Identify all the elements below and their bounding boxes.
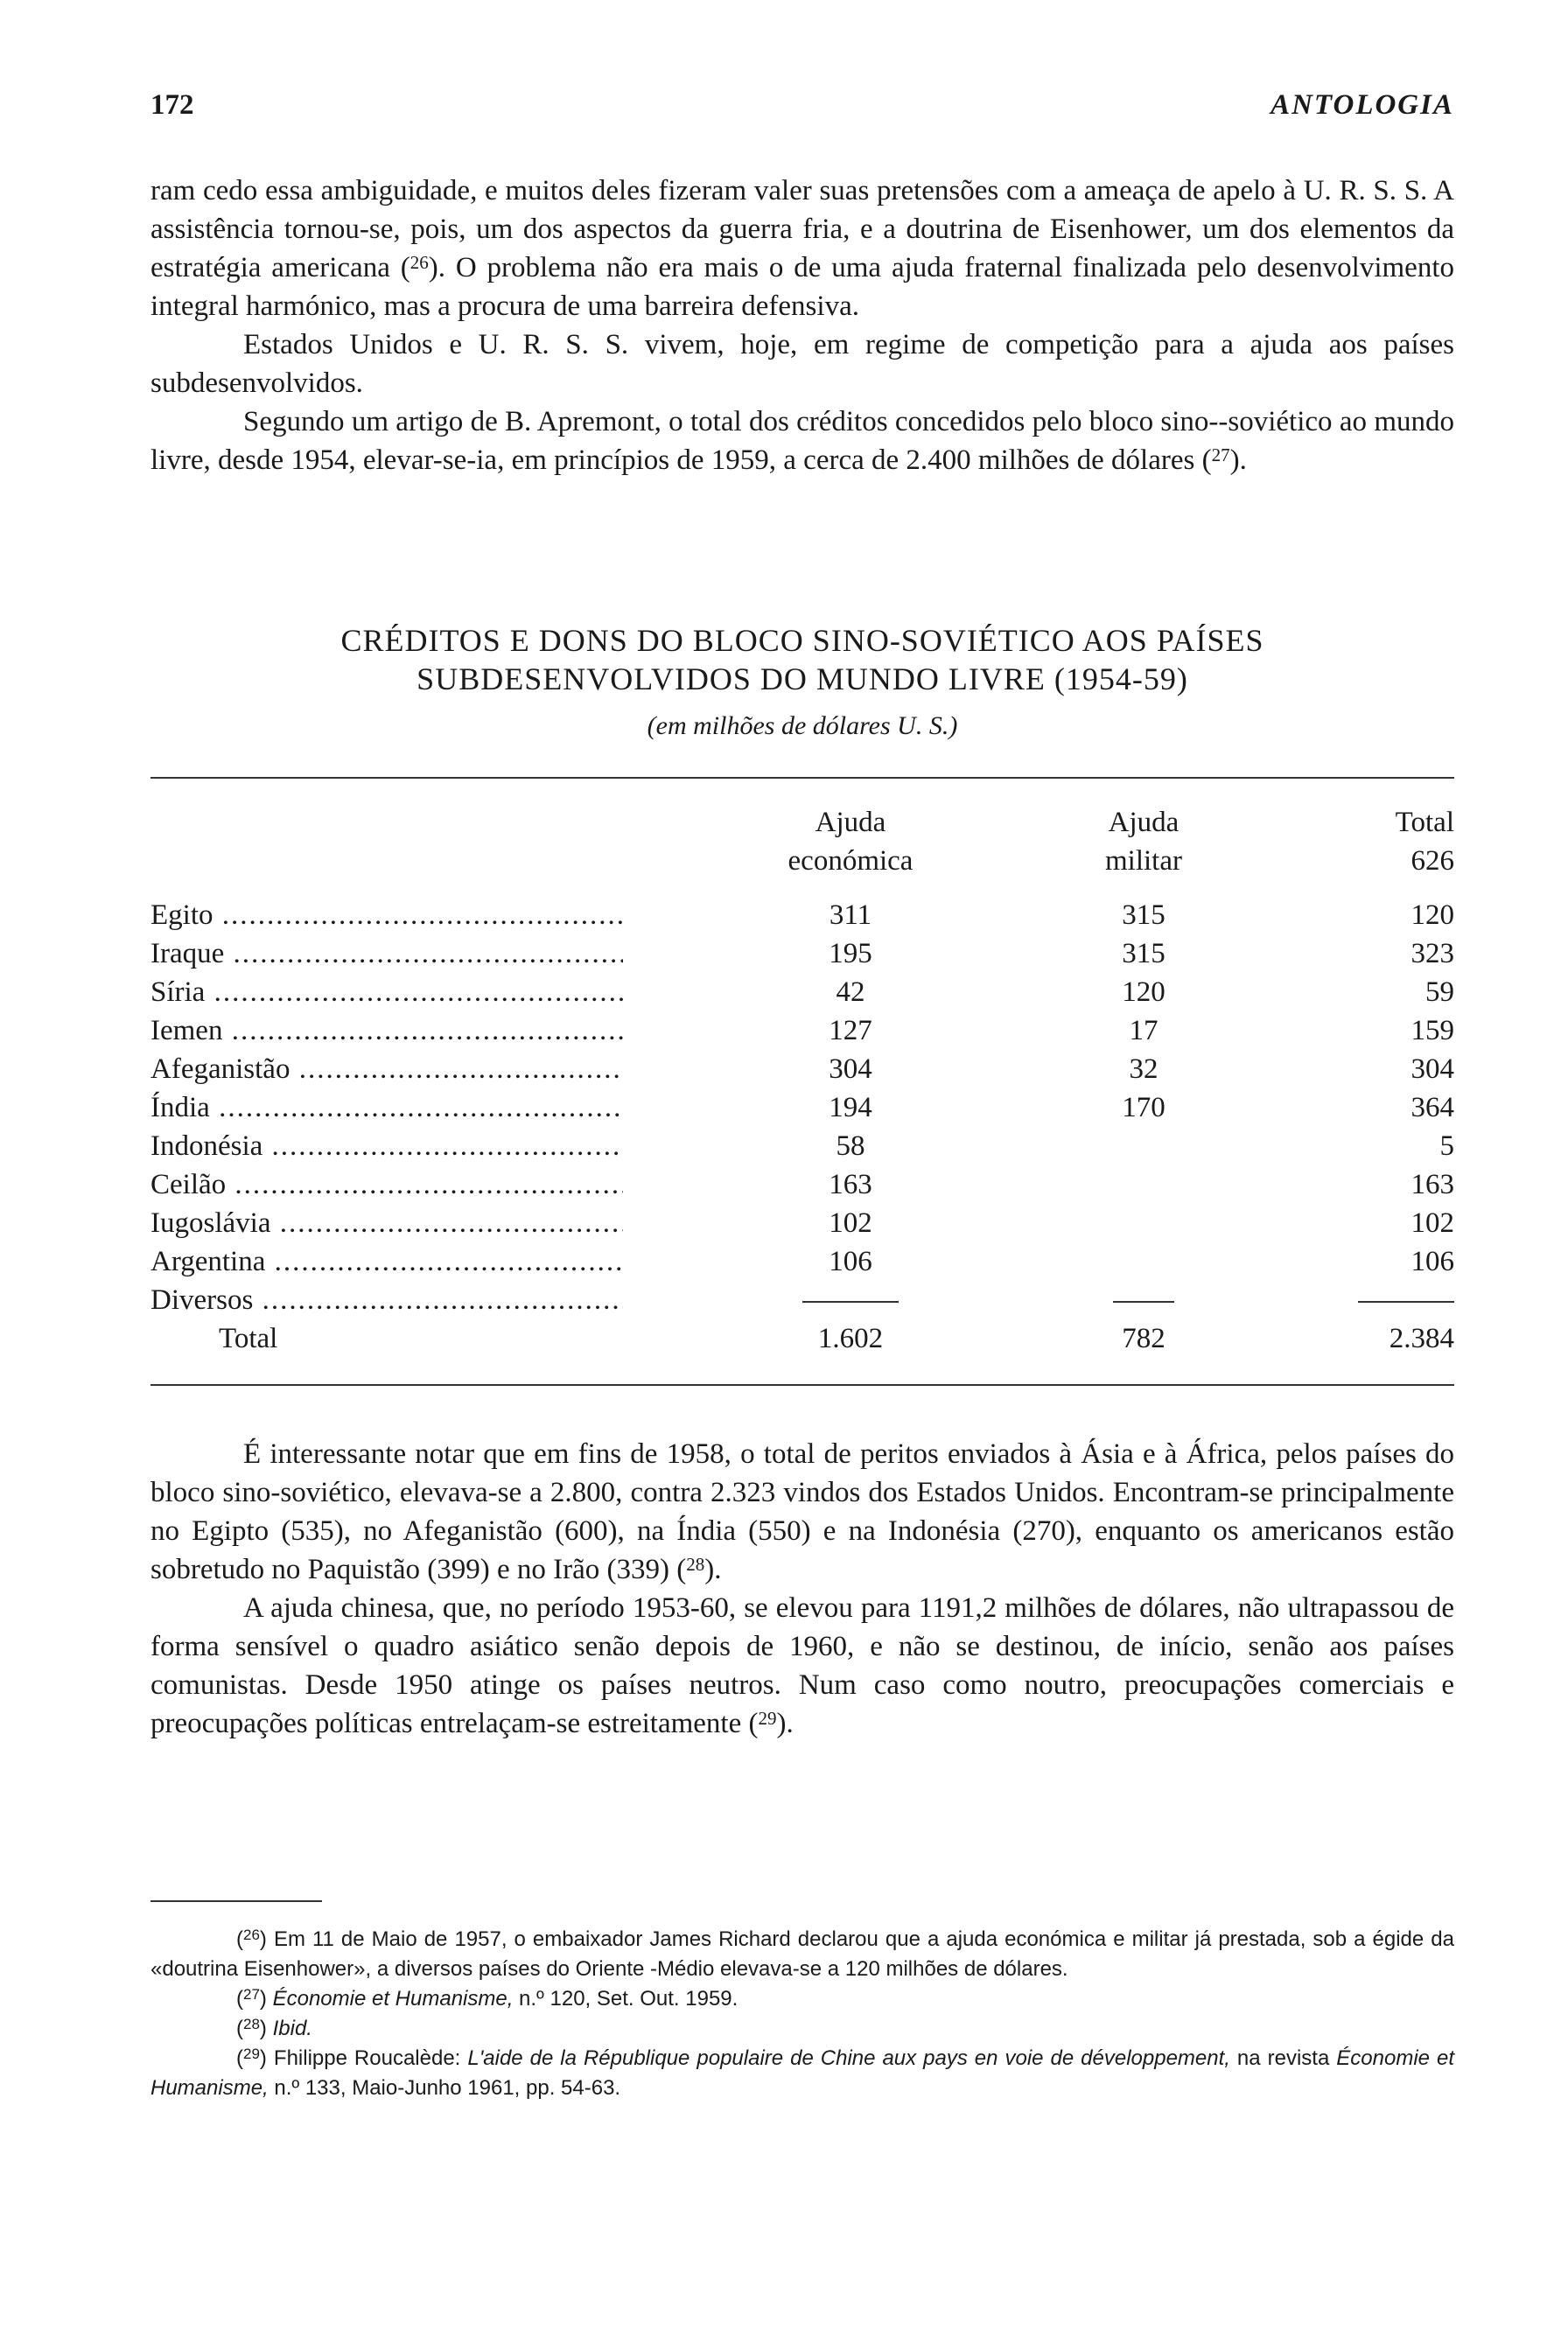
column-header-military: [1069, 803, 1218, 880]
footnote-number: 26: [243, 1927, 260, 1943]
table-row: [150, 1050, 1454, 1088]
paragraph: [150, 402, 1454, 479]
cell-economic: 106: [829, 1246, 872, 1277]
cell-total: 5: [1439, 1130, 1454, 1162]
cell-grand-total: 2.384: [1389, 1323, 1454, 1354]
footnote-ref: 29: [758, 1708, 777, 1729]
column-header-total: [1340, 803, 1454, 880]
table-bottom-rule: [150, 1384, 1454, 1386]
paragraph-text: É interessante notar que em fins de 1958, o total de peritos enviados à Ásia e à África, pelos países do bloco sino-soviético, elevava-se a 2.800, contra 2.323 vindos dos Estados Unidos. Encontram-se principalmente no Egipto (535), no Afeganistão (600), na Índia (550) e na Indonésia (270), enquanto os americanos estão sobretudo no Paquistão (399) e no Irão (339) (: [150, 1438, 1454, 1585]
footnote-text: Fhilippe Roucalède:: [273, 2046, 468, 2070]
paragraph: [150, 1589, 1454, 1743]
row-label: Argentina .....: [150, 1242, 623, 1281]
cell-military: 315: [1122, 938, 1166, 969]
table-row: [150, 1088, 1454, 1127]
table-title-line: CRÉDITOS E DONS DO BLOCO SINO-SOVIÉTICO AOS PAÍSES: [340, 623, 1264, 658]
cell-military-total: 782: [1122, 1323, 1166, 1354]
footnote-number: 28: [243, 2016, 260, 2032]
table-row: [150, 1281, 1454, 1319]
column-header-line: económica: [788, 845, 914, 877]
footnote-ref: 28: [686, 1554, 705, 1575]
table-row: [150, 934, 1454, 973]
footnote: ($^{26}$) Em 11 de Maio de 1957, o embaixador James Richard declarou que a ajuda económica e militar já prestada, sob a égide da «doutrina Eisenhower», a diversos países do Oriente -Médio elevava-se a 120 milhões de dólares.: [150, 1927, 1454, 1981]
table-title: [150, 621, 1454, 698]
footnote-text: Em 11 de Maio de 1957, o embaixador James Richard declarou que a ajuda económica e militar já prestada, sob a égide da «doutrina Eisenhower», a diversos países do Oriente -Médio elevava-se a 120 milhões de dólares.: [150, 1927, 1454, 1981]
cell-total: 364: [1410, 1092, 1454, 1123]
footnote-text: n.º 133, Maio-Junho 1961, pp. 54-63.: [268, 2076, 621, 2100]
cell-total: 59: [1425, 976, 1454, 1008]
row-label: Iugoslávia .....: [150, 1204, 623, 1242]
paragraph: [150, 1435, 1454, 1589]
cell-economic-total: 1.602: [817, 1323, 884, 1354]
row-label: Ceilão .....: [150, 1165, 623, 1204]
cell-total: 163: [1410, 1169, 1454, 1200]
footnote-separator: [150, 1900, 322, 1902]
table-row: [150, 896, 1454, 934]
table-row: [150, 1242, 1454, 1281]
sum-dash: [1358, 1281, 1454, 1319]
footnote-ref: 27: [1211, 444, 1230, 465]
cell-economic: 304: [829, 1053, 872, 1085]
column-header-line: 626: [1410, 845, 1454, 877]
cell-total: 323: [1410, 938, 1454, 969]
column-header-line: Ajuda: [1108, 807, 1180, 838]
paragraph-text: ram cedo essa ambiguidade, e muitos deles fizeram valer suas pretensões com a ameaça de apelo à U. R. S. S. A assistência tornou-se, pois, um dos aspectos da guerra fria, e a doutrina de Eisenhower, um dos elementos da estratégia americana (: [150, 175, 1454, 283]
paragraph-text: ).: [776, 1708, 794, 1739]
table-title-line: SUBDESENVOLVIDOS DO MUNDO LIVRE (1954-59): [416, 661, 1188, 696]
sum-dash: [763, 1281, 938, 1319]
page-header: [150, 89, 1454, 122]
table-row: [150, 973, 1454, 1011]
footnote-source-title: L'aide de la République populaire de Chine aux pays en voie de développement,: [467, 2046, 1230, 2070]
row-label: Indonésia .....: [150, 1127, 623, 1165]
footnote-number: 29: [243, 2046, 260, 2062]
footnote-text: na revista: [1229, 2046, 1337, 2070]
cell-total: 102: [1410, 1207, 1454, 1239]
table-unit: (em milhões de dólares U. S.): [647, 711, 958, 740]
paragraph-text: A ajuda chinesa, que, no período 1953-60, se elevou para 1191,2 milhões de dólares, não ultrapassou de forma sensível o quadro asiático senão depois de 1960, e não se destinou, de início, senão aos países comunistas. Desde 1950 atinge os países neutros. Num caso como noutro, preocupações comerciais e preocupações políticas entrelaçam-se estreitamente (: [150, 1592, 1454, 1739]
table-top-rule: [150, 777, 1454, 779]
sum-dash: [1069, 1281, 1218, 1319]
column-header-line: Total: [1395, 807, 1454, 838]
table-row: [150, 1165, 1454, 1204]
cell-economic: 194: [829, 1092, 872, 1123]
footnote-ref: 26: [410, 252, 429, 273]
table-row: [150, 1011, 1454, 1050]
row-label: Iemen .....: [150, 1011, 623, 1050]
row-label: Síria .....: [150, 973, 623, 1011]
row-label: Afeganistão .....: [150, 1050, 623, 1088]
paragraph-text: Segundo um artigo de B. Apremont, o total dos créditos concedidos pelo bloco sino--soviético ao mundo livre, desde 1954, elevar-se-ia, em princípios de 1959, a cerca de 2.400 milhões de dólares (: [150, 406, 1454, 476]
paragraph: [150, 171, 1454, 325]
footnote-text: n.º 120, Set. Out. 1959.: [513, 1987, 738, 2011]
paragraph-text: ). O problema não era mais o de uma ajuda fraternal finalizada pelo desenvolvimento integral harmónico, mas a procura de uma barreira defensiva.: [150, 252, 1454, 322]
footnote-source-title: Économie et Humanisme,: [272, 1987, 514, 2011]
page-number: 172: [150, 89, 194, 121]
footnotes: [150, 1925, 1454, 2103]
cell-total: 120: [1410, 899, 1454, 931]
table-row: [150, 1204, 1454, 1242]
footnote-text: Ibid.: [272, 2017, 312, 2040]
paragraph-text: ).: [704, 1554, 722, 1585]
footnote: ($^{28}$) Ibid.: [236, 2016, 312, 2040]
cell-economic: 102: [829, 1207, 872, 1239]
cell-military: 315: [1122, 899, 1166, 931]
column-header-line: militar: [1105, 845, 1182, 877]
paragraph-text: ).: [1229, 444, 1247, 476]
cell-economic: 311: [829, 899, 872, 931]
intro-text: [150, 171, 1454, 479]
cell-military: 17: [1129, 1015, 1158, 1046]
row-label: Índia .....: [150, 1088, 623, 1127]
column-header-line: Ajuda: [815, 807, 886, 838]
cell-economic: 42: [836, 976, 865, 1008]
footnote-source-title: Économie et Humanisme,: [150, 2046, 1454, 2100]
cell-total: 106: [1410, 1246, 1454, 1277]
cell-economic: 58: [836, 1130, 865, 1162]
cell-military: 32: [1129, 1053, 1158, 1085]
cell-economic: 163: [829, 1169, 872, 1200]
footnote: ($^{27}$) Économie et Humanisme, n.º 120, Set. Out. 1959.: [236, 1986, 738, 2011]
total-label: Total: [219, 1323, 278, 1354]
table-total-row: [150, 1319, 1454, 1358]
cell-total: 304: [1410, 1053, 1454, 1085]
cell-military: 120: [1122, 976, 1166, 1008]
row-label: Egito .....: [150, 896, 623, 934]
cell-total: 159: [1410, 1015, 1454, 1046]
column-header-economic: [763, 803, 938, 880]
paragraph: Estados Unidos e U. R. S. S. vivem, hoje, em regime de competição para a ajuda aos países subdesenvolvidos.: [150, 329, 1454, 399]
cell-economic: 127: [829, 1015, 872, 1046]
cell-economic: 195: [829, 938, 872, 969]
footnote-number: 27: [243, 1986, 260, 2003]
running-title: ANTOLOGIA: [1270, 89, 1454, 121]
after-table-text: [150, 1435, 1454, 1743]
cell-military: 170: [1122, 1092, 1166, 1123]
table-row: [150, 1127, 1454, 1165]
footnote: ($^{29}$) Fhilippe Roucalède: L'aide de la République populaire de Chine aux pays en voie de développement, na revista Économie et Humanisme, n.º 133, Maio-Junho 1961, pp. 54-63.: [150, 2046, 1454, 2100]
row-label: Diversos .....: [150, 1281, 623, 1319]
row-label: Iraque .....: [150, 934, 623, 973]
